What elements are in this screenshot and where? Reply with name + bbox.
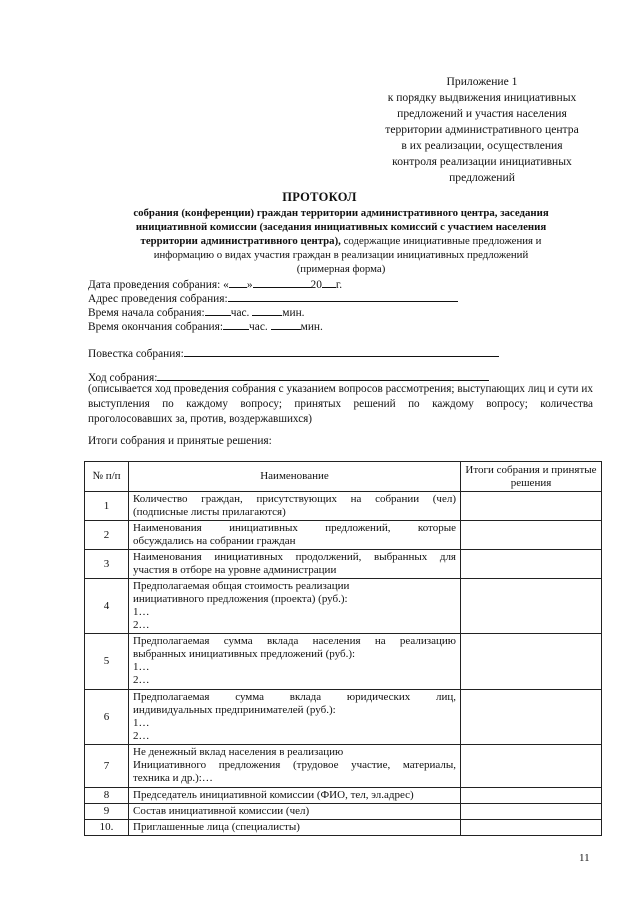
row-number: 1: [85, 492, 129, 521]
row-name: [129, 579, 461, 634]
appendix-note: [356, 74, 608, 186]
agenda-label: Повестка собрания:: [88, 348, 184, 360]
table-row: [85, 521, 602, 550]
page-number: 11: [579, 852, 590, 864]
table-row: [85, 820, 602, 836]
document-title: ПРОТОКОЛ: [282, 190, 357, 204]
row-text: Количество граждан, присутствующих на собрании (чел): [133, 493, 456, 505]
progress-note: (описывается ход проведения собрания с указанием вопросов рассмотрения; выступающих лиц и сути их выступления по каждому вопросу; принятых решений по каждому вопросу; количества проголосовавших за, против, воздержавшихся): [88, 383, 593, 425]
row-number: 7: [85, 745, 129, 788]
row-result-cell[interactable]: [461, 492, 602, 521]
row-number: 4: [85, 579, 129, 634]
table-header-row: [85, 462, 602, 492]
row-name: Состав инициативной комиссии (чел): [129, 804, 461, 820]
table-row: [85, 690, 602, 745]
row-name: [129, 745, 461, 788]
year-blank[interactable]: [322, 276, 336, 288]
row-result-cell[interactable]: [461, 788, 602, 804]
agenda-blank[interactable]: [184, 345, 499, 357]
table-row: [85, 492, 602, 521]
start-min-unit: мин.: [282, 307, 305, 319]
year-prefix: 20: [310, 279, 322, 291]
header-results: Итоги собрания и принятые решения: [461, 462, 602, 492]
appendix-line: предложений: [449, 171, 515, 184]
row-result-cell[interactable]: [461, 690, 602, 745]
row-name: [129, 690, 461, 745]
header-number: № п/п: [85, 462, 129, 492]
table-row: [85, 745, 602, 788]
row-text: Не денежный вклад населения в реализацию: [133, 746, 344, 758]
start-label: Время начала собрания:: [88, 307, 205, 319]
row-text: (подписные листы прилагаются): [133, 506, 286, 518]
end-min-unit: мин.: [300, 321, 323, 333]
subtitle-bold-part: территории административного центра),: [140, 235, 341, 247]
subtitle-rest-part: содержащие инициативные предложения и: [340, 235, 542, 247]
row-number: 10.: [85, 820, 129, 836]
row-text: выбранных инициативных предложений (руб.):: [133, 648, 356, 660]
row-result-cell[interactable]: [461, 634, 602, 690]
row-text: Предполагаемая сумма вклада юридических лиц,: [133, 691, 456, 703]
row-text: Предполагаемая общая стоимость реализации: [133, 580, 350, 592]
header-name: Наименование: [129, 462, 461, 492]
table-row: [85, 634, 602, 690]
row-result-cell[interactable]: [461, 804, 602, 820]
row-result-cell[interactable]: [461, 820, 602, 836]
subtitle-line: (примерная форма): [296, 263, 386, 275]
end-hours-blank[interactable]: [223, 318, 249, 330]
row-name: [129, 550, 461, 579]
row-number: 2: [85, 521, 129, 550]
row-name: [129, 492, 461, 521]
row-name: Председатель инициативной комиссии (ФИО, тел, эл.адрес): [129, 788, 461, 804]
start-hours-blank[interactable]: [205, 304, 231, 316]
row-text: инициативного предложения (проекта) (руб.):: [133, 593, 348, 605]
appendix-line: контроля реализации инициативных: [392, 155, 572, 168]
row-name: [129, 634, 461, 690]
row-text: Предполагаемая сумма вклада населения на реализацию: [133, 635, 456, 647]
row-text: 1…: [133, 661, 150, 673]
agenda-field: [88, 345, 499, 361]
appendix-line: Приложение 1: [446, 75, 518, 88]
row-text: Инициативного предложения (трудовое участие, материалы,: [133, 759, 456, 771]
row-text: 1…: [133, 717, 150, 729]
subtitle-line: инициативной комиссии (заседания инициативных комиссий с участием населения: [135, 221, 547, 233]
row-number: 9: [85, 804, 129, 820]
row-text: Наименования инициативных предложений, которые: [133, 522, 456, 534]
address-label: Адрес проведения собрания:: [88, 293, 228, 305]
row-text: Наименования инициативных продолжений, выбранных для: [133, 551, 456, 563]
table-row: [85, 550, 602, 579]
progress-label: Ход собрания:: [88, 372, 158, 384]
appendix-line: к порядку выдвижения инициативных: [387, 91, 577, 104]
row-result-cell[interactable]: [461, 745, 602, 788]
row-text: 2…: [133, 619, 150, 631]
year-suffix: г.: [335, 279, 343, 291]
row-text: 2…: [133, 674, 150, 686]
table-row: [85, 788, 602, 804]
row-result-cell[interactable]: [461, 550, 602, 579]
appendix-line: территории административного центра: [385, 123, 579, 136]
row-number: 8: [85, 788, 129, 804]
month-blank[interactable]: [253, 276, 311, 288]
row-name: Приглашенные лица (специалисты): [129, 820, 461, 836]
row-name: [129, 521, 461, 550]
row-text: 2…: [133, 730, 150, 742]
results-table: [84, 461, 602, 836]
end-label: Время окончания собрания:: [88, 321, 224, 333]
row-number: 6: [85, 690, 129, 745]
results-label: Итоги собрания и принятые решения:: [88, 435, 272, 447]
row-text: индивидуальных предпринимателей (руб.):: [133, 704, 336, 716]
table-row: [85, 579, 602, 634]
date-label: Дата проведения собрания: «: [88, 279, 229, 291]
subtitle-line: [86, 234, 596, 248]
table-row: [85, 804, 602, 820]
subtitle-line: собрания (конференции) граждан территории административного центра, заседания: [133, 207, 549, 219]
end-time-field: [88, 318, 323, 334]
start-min-blank[interactable]: [252, 304, 282, 316]
progress-blank[interactable]: [157, 369, 489, 381]
row-text: обсуждались на собрании граждан: [133, 535, 296, 547]
row-result-cell[interactable]: [461, 521, 602, 550]
row-text: участия в отборе на уровне администрации: [133, 564, 337, 576]
document-subtitle: [86, 206, 596, 276]
row-number: 5: [85, 634, 129, 690]
appendix-line: в их реализации, осуществления: [401, 139, 563, 152]
row-text: техника и др.):…: [133, 772, 213, 784]
end-min-blank[interactable]: [271, 318, 301, 330]
address-blank[interactable]: [228, 290, 458, 302]
start-hours-unit: час.: [230, 307, 250, 319]
subtitle-line: информацию о видах участия граждан в реализации инициативных предложений: [153, 249, 529, 261]
row-result-cell[interactable]: [461, 579, 602, 634]
date-mid: »: [246, 279, 253, 291]
row-number: 3: [85, 550, 129, 579]
day-blank[interactable]: [229, 276, 247, 288]
appendix-line: предложений и участия населения: [397, 107, 567, 120]
row-text: 1…: [133, 606, 150, 618]
end-hours-unit: час.: [249, 321, 268, 333]
